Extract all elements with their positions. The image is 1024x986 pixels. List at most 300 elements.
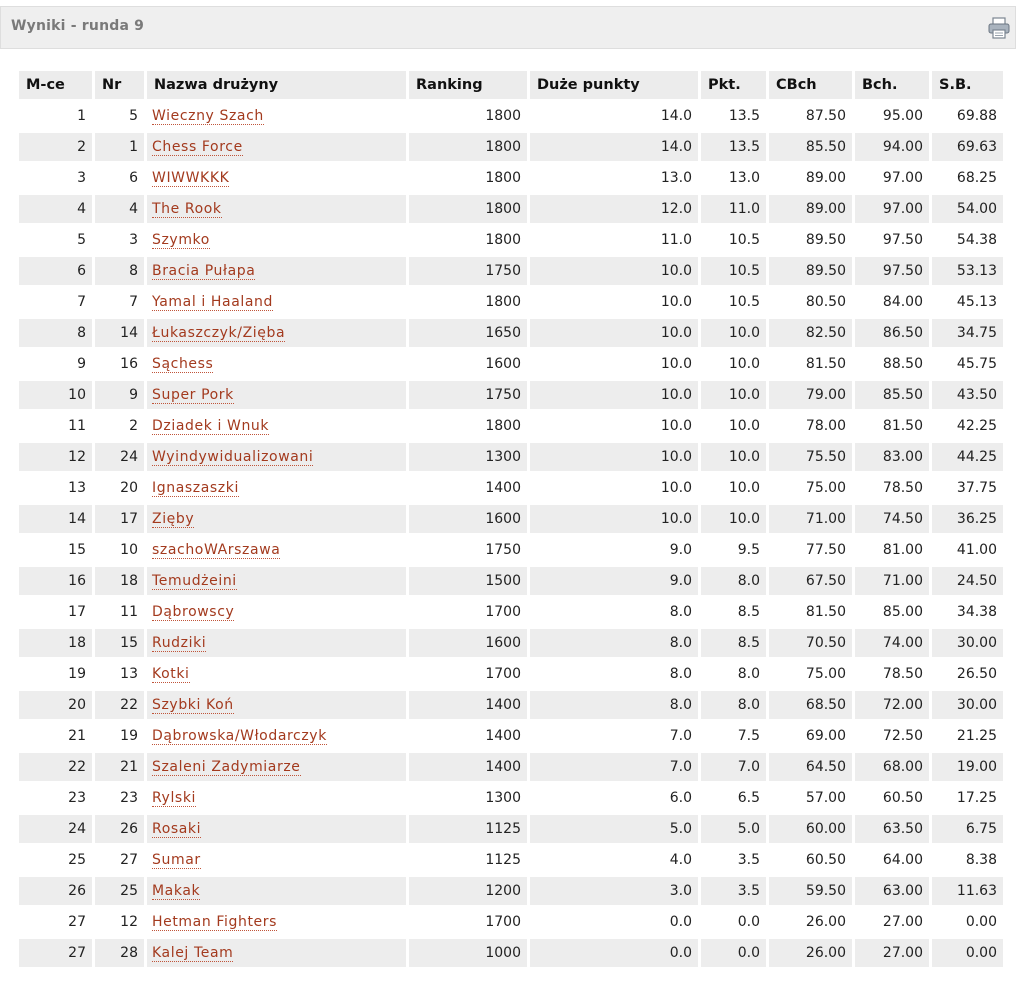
cbch-cell: 89.00	[805, 170, 846, 186]
table-row	[19, 846, 1003, 874]
number-cell: 8	[95, 257, 144, 285]
team-link[interactable]: Kalej Team	[152, 945, 234, 961]
cbch-cell: 26.00	[769, 939, 852, 967]
ranking-cell: 1600	[409, 629, 527, 657]
number-cell: 25	[95, 877, 144, 905]
table-row	[19, 443, 1003, 471]
place-cell: 15	[68, 542, 86, 558]
cbch-cell: 81.50	[805, 356, 846, 372]
points-cell: 10.0	[728, 418, 760, 434]
big-points-cell: 7.0	[530, 753, 698, 781]
cbch-cell: 85.50	[769, 133, 852, 161]
big-points-cell: 8.0	[530, 691, 698, 719]
ranking-cell: 1750	[409, 257, 527, 285]
sb-cell: 54.38	[956, 232, 997, 248]
sb-cell: 26.50	[956, 666, 997, 682]
number-cell: 10	[120, 542, 138, 558]
ranking-cell: 1125	[485, 852, 521, 868]
team-link[interactable]: Dąbrowscy	[152, 604, 235, 620]
number-cell: 5	[129, 108, 138, 124]
place-cell: 21	[68, 728, 86, 744]
sb-cell: 30.00	[932, 629, 1003, 657]
team-link[interactable]: Super Pork	[152, 387, 234, 403]
table-row	[19, 319, 1003, 347]
team-link[interactable]: Makak	[152, 883, 201, 899]
ranking-cell: 1400	[485, 728, 521, 744]
team-link[interactable]: Dziadek i Wnuk	[152, 418, 270, 434]
ranking-cell: 1800	[485, 294, 521, 310]
team-name-cell	[147, 908, 406, 936]
bch-cell: 85.50	[855, 381, 929, 409]
col-cbch-header: CBch	[769, 71, 852, 99]
cbch-cell: 89.50	[769, 257, 852, 285]
col-place-header: M-ce	[19, 71, 92, 99]
printer-icon[interactable]	[987, 16, 1011, 40]
team-link[interactable]: Rosaki	[152, 821, 202, 837]
sb-cell: 34.75	[932, 319, 1003, 347]
ranking-cell: 1750	[485, 542, 521, 558]
table-row	[19, 474, 1003, 502]
number-cell: 2	[129, 418, 138, 434]
place-cell: 22	[19, 753, 92, 781]
table-row	[19, 505, 1003, 533]
place-cell: 17	[68, 604, 86, 620]
big-points-cell: 10.0	[660, 294, 692, 310]
bch-cell: 71.00	[855, 567, 929, 595]
bch-cell: 85.00	[882, 604, 923, 620]
team-name-cell	[147, 226, 406, 254]
place-cell: 7	[77, 294, 86, 310]
team-link[interactable]: Wieczny Szach	[152, 108, 264, 124]
cbch-cell: 77.50	[805, 542, 846, 558]
team-name-cell	[147, 257, 406, 285]
number-cell: 7	[129, 294, 138, 310]
cbch-cell: 75.00	[805, 480, 846, 496]
team-link[interactable]: Sąchess	[152, 356, 214, 372]
results-table	[16, 68, 1006, 970]
ranking-cell: 1800	[485, 232, 521, 248]
team-link[interactable]: Kotki	[152, 666, 190, 682]
points-cell: 10.5	[728, 294, 760, 310]
team-name-cell	[147, 722, 406, 750]
team-link[interactable]: Szaleni Zadymiarze	[152, 759, 301, 775]
team-name-cell	[147, 567, 406, 595]
team-name-cell	[147, 381, 406, 409]
table-row	[19, 536, 1003, 564]
sb-cell: 37.75	[956, 480, 997, 496]
team-name-cell	[147, 753, 406, 781]
place-cell: 16	[19, 567, 92, 595]
team-name-cell	[147, 815, 406, 843]
points-cell: 7.0	[701, 753, 766, 781]
number-cell: 26	[95, 815, 144, 843]
points-cell: 9.5	[737, 542, 760, 558]
sb-cell: 36.25	[932, 505, 1003, 533]
team-link[interactable]: The Rook	[152, 201, 222, 217]
team-name-cell	[147, 288, 406, 316]
table-row	[19, 257, 1003, 285]
number-cell: 18	[95, 567, 144, 595]
team-name-cell	[147, 629, 406, 657]
number-cell: 11	[120, 604, 138, 620]
table-row	[19, 908, 1003, 936]
points-cell: 10.5	[728, 232, 760, 248]
big-points-cell: 9.0	[669, 542, 692, 558]
points-cell: 10.0	[728, 356, 760, 372]
place-cell: 19	[68, 666, 86, 682]
big-points-cell: 14.0	[530, 133, 698, 161]
bch-cell: 63.00	[855, 877, 929, 905]
ranking-cell: 1800	[485, 418, 521, 434]
col-team-name-header: Nazwa drużyny	[147, 71, 406, 99]
sb-cell: 68.25	[956, 170, 997, 186]
ranking-cell: 1600	[409, 505, 527, 533]
team-link[interactable]: Yamal i Haaland	[152, 294, 274, 310]
number-cell: 4	[95, 195, 144, 223]
big-points-cell: 8.0	[669, 604, 692, 620]
table-row	[19, 226, 1003, 254]
sb-cell: 54.00	[932, 195, 1003, 223]
bch-cell: 83.00	[855, 443, 929, 471]
cbch-cell: 89.50	[805, 232, 846, 248]
bch-cell: 74.50	[855, 505, 929, 533]
ranking-cell: 1400	[485, 480, 521, 496]
table-row	[19, 598, 1003, 626]
bch-cell: 84.00	[882, 294, 923, 310]
place-cell: 3	[77, 170, 86, 186]
col-sb-header: S.B.	[932, 71, 1003, 99]
team-name-cell	[147, 660, 406, 688]
points-cell: 10.0	[701, 443, 766, 471]
col-points-header: Pkt.	[701, 71, 766, 99]
number-cell: 27	[120, 852, 138, 868]
col-number-header: Nr	[95, 71, 144, 99]
ranking-cell: 1200	[409, 877, 527, 905]
points-cell: 8.0	[701, 691, 766, 719]
points-cell: 10.0	[701, 505, 766, 533]
team-name-cell	[147, 195, 406, 223]
team-link[interactable]: Łukaszczyk/Zięba	[152, 325, 286, 341]
cbch-cell: 87.50	[805, 108, 846, 124]
team-link[interactable]: szachoWArszawa	[152, 542, 281, 558]
team-name-cell	[147, 102, 406, 130]
big-points-cell: 10.0	[530, 443, 698, 471]
cbch-cell: 89.00	[769, 195, 852, 223]
ranking-cell: 1000	[409, 939, 527, 967]
cbch-cell: 64.50	[769, 753, 852, 781]
number-cell: 12	[120, 914, 138, 930]
table-row	[19, 288, 1003, 316]
sb-cell: 0.00	[932, 939, 1003, 967]
big-points-cell: 8.0	[530, 629, 698, 657]
points-cell: 8.5	[737, 604, 760, 620]
big-points-cell: 10.0	[530, 381, 698, 409]
big-points-cell: 5.0	[530, 815, 698, 843]
cbch-cell: 70.50	[769, 629, 852, 657]
bch-cell: 78.50	[882, 480, 923, 496]
big-points-cell: 0.0	[530, 939, 698, 967]
bch-cell: 86.50	[855, 319, 929, 347]
points-cell: 11.0	[701, 195, 766, 223]
bch-cell: 94.00	[855, 133, 929, 161]
number-cell: 22	[95, 691, 144, 719]
sb-cell: 11.63	[932, 877, 1003, 905]
bch-cell: 74.00	[855, 629, 929, 657]
table-row	[19, 164, 1003, 192]
points-cell: 10.5	[701, 257, 766, 285]
team-name-cell	[147, 319, 406, 347]
place-cell: 18	[19, 629, 92, 657]
sb-cell: 17.25	[956, 790, 997, 806]
big-points-cell: 4.0	[669, 852, 692, 868]
big-points-cell: 6.0	[669, 790, 692, 806]
table-row	[19, 381, 1003, 409]
cbch-cell: 68.50	[769, 691, 852, 719]
cbch-cell: 60.50	[805, 852, 846, 868]
ranking-cell: 1700	[485, 914, 521, 930]
team-name-cell	[147, 536, 406, 564]
team-link[interactable]: Zięby	[152, 511, 195, 527]
sb-cell: 19.00	[932, 753, 1003, 781]
place-cell: 9	[77, 356, 86, 372]
points-cell: 10.0	[701, 381, 766, 409]
team-link[interactable]: Hetman Fighters	[152, 914, 278, 930]
table-row	[19, 102, 1003, 130]
ranking-cell: 1800	[409, 195, 527, 223]
team-link[interactable]: Temudżeini	[152, 573, 237, 589]
team-name-cell	[147, 164, 406, 192]
cbch-cell: 59.50	[769, 877, 852, 905]
cbch-cell: 26.00	[805, 914, 846, 930]
place-cell: 12	[19, 443, 92, 471]
col-ranking-header: Ranking	[409, 71, 527, 99]
big-points-cell: 10.0	[660, 480, 692, 496]
place-cell: 27	[19, 939, 92, 967]
bch-cell: 95.00	[882, 108, 923, 124]
ranking-cell: 1400	[409, 753, 527, 781]
sb-cell: 45.13	[956, 294, 997, 310]
bch-cell: 72.00	[855, 691, 929, 719]
bch-cell: 97.50	[882, 232, 923, 248]
number-cell: 6	[129, 170, 138, 186]
place-cell: 26	[19, 877, 92, 905]
table-row	[19, 939, 1003, 967]
big-points-cell: 10.0	[530, 505, 698, 533]
table-row	[19, 784, 1003, 812]
cbch-cell: 75.00	[805, 666, 846, 682]
table-row	[19, 567, 1003, 595]
ranking-cell: 1800	[485, 108, 521, 124]
bch-cell: 60.50	[882, 790, 923, 806]
points-cell: 10.0	[728, 480, 760, 496]
bch-cell: 27.00	[882, 914, 923, 930]
bch-cell: 78.50	[882, 666, 923, 682]
sb-cell: 43.50	[932, 381, 1003, 409]
cbch-cell: 67.50	[769, 567, 852, 595]
table-row	[19, 753, 1003, 781]
bch-cell: 97.00	[882, 170, 923, 186]
place-cell: 4	[19, 195, 92, 223]
points-cell: 8.5	[701, 629, 766, 657]
bch-cell: 88.50	[882, 356, 923, 372]
sb-cell: 44.25	[932, 443, 1003, 471]
ranking-cell: 1700	[485, 604, 521, 620]
number-cell: 1	[95, 133, 144, 161]
points-cell: 7.5	[737, 728, 760, 744]
big-points-cell: 8.0	[669, 666, 692, 682]
points-cell: 13.0	[728, 170, 760, 186]
team-link[interactable]: Wyindywidualizowani	[152, 449, 314, 465]
page-title: Wyniki - runda 9	[11, 18, 145, 34]
place-cell: 8	[19, 319, 92, 347]
points-cell: 0.0	[701, 939, 766, 967]
sb-cell: 34.38	[956, 604, 997, 620]
cbch-cell: 82.50	[769, 319, 852, 347]
sb-cell: 69.88	[956, 108, 997, 124]
team-link[interactable]: Dąbrowska/Włodarczyk	[152, 728, 327, 744]
team-name-cell	[147, 846, 406, 874]
place-cell: 11	[68, 418, 86, 434]
points-cell: 3.5	[737, 852, 760, 868]
number-cell: 14	[95, 319, 144, 347]
team-link[interactable]: Sumar	[152, 852, 201, 868]
big-points-cell: 13.0	[660, 170, 692, 186]
points-cell: 13.5	[701, 133, 766, 161]
cbch-cell: 78.00	[805, 418, 846, 434]
team-link[interactable]: Bracia Pułapa	[152, 263, 256, 279]
place-cell: 2	[19, 133, 92, 161]
sb-cell: 41.00	[956, 542, 997, 558]
place-cell: 6	[19, 257, 92, 285]
ranking-cell: 1400	[409, 691, 527, 719]
sb-cell: 69.63	[932, 133, 1003, 161]
table-row	[19, 629, 1003, 657]
number-cell: 23	[120, 790, 138, 806]
table-row	[19, 722, 1003, 750]
sb-cell: 21.25	[956, 728, 997, 744]
team-name-cell	[147, 598, 406, 626]
bch-cell: 64.00	[882, 852, 923, 868]
points-cell: 3.5	[701, 877, 766, 905]
results-header	[0, 6, 1016, 49]
cbch-cell: 57.00	[805, 790, 846, 806]
points-cell: 8.0	[701, 567, 766, 595]
table-row	[19, 877, 1003, 905]
team-name-cell	[147, 474, 406, 502]
number-cell: 16	[120, 356, 138, 372]
sb-cell: 24.50	[932, 567, 1003, 595]
table-row	[19, 815, 1003, 843]
place-cell: 5	[77, 232, 86, 248]
team-name-cell	[147, 784, 406, 812]
big-points-cell: 10.0	[530, 319, 698, 347]
col-bch-header: Bch.	[855, 71, 929, 99]
big-points-cell: 11.0	[660, 232, 692, 248]
ranking-cell: 1700	[485, 666, 521, 682]
ranking-cell: 1800	[485, 170, 521, 186]
number-cell: 3	[129, 232, 138, 248]
number-cell: 20	[120, 480, 138, 496]
big-points-cell: 10.0	[530, 257, 698, 285]
team-name-cell	[147, 505, 406, 533]
number-cell: 21	[95, 753, 144, 781]
place-cell: 1	[77, 108, 86, 124]
team-link[interactable]: Rylski	[152, 790, 197, 806]
team-link[interactable]: WIWWKKK	[152, 170, 230, 186]
sb-cell: 8.38	[965, 852, 997, 868]
points-cell: 10.0	[701, 319, 766, 347]
cbch-cell: 80.50	[805, 294, 846, 310]
points-cell: 5.0	[701, 815, 766, 843]
team-link[interactable]: Chess Force	[152, 139, 243, 155]
points-cell: 6.5	[737, 790, 760, 806]
big-points-cell: 0.0	[669, 914, 692, 930]
place-cell: 24	[19, 815, 92, 843]
col-big-points-header: Duże punkty	[530, 71, 698, 99]
place-cell: 25	[68, 852, 86, 868]
ranking-cell: 1750	[409, 381, 527, 409]
place-cell: 14	[19, 505, 92, 533]
ranking-cell: 1125	[409, 815, 527, 843]
big-points-cell: 10.0	[660, 418, 692, 434]
bch-cell: 63.50	[855, 815, 929, 843]
number-cell: 24	[95, 443, 144, 471]
sb-cell: 6.75	[932, 815, 1003, 843]
ranking-cell: 1500	[409, 567, 527, 595]
number-cell: 9	[95, 381, 144, 409]
big-points-cell: 10.0	[660, 356, 692, 372]
cbch-cell: 75.50	[769, 443, 852, 471]
team-link[interactable]: Szymko	[152, 232, 210, 248]
number-cell: 13	[120, 666, 138, 682]
team-link[interactable]: Ignaszaszki	[152, 480, 239, 496]
bch-cell: 68.00	[855, 753, 929, 781]
team-name-cell	[147, 350, 406, 378]
points-cell: 8.0	[737, 666, 760, 682]
number-cell: 28	[95, 939, 144, 967]
ranking-cell: 1300	[409, 443, 527, 471]
number-cell: 15	[95, 629, 144, 657]
team-link[interactable]: Szybki Koń	[152, 697, 234, 713]
points-cell: 13.5	[728, 108, 760, 124]
team-name-cell	[147, 691, 406, 719]
bch-cell: 27.00	[855, 939, 929, 967]
team-name-cell	[147, 133, 406, 161]
ranking-cell: 1300	[485, 790, 521, 806]
ranking-cell: 1650	[409, 319, 527, 347]
place-cell: 10	[19, 381, 92, 409]
table-row	[19, 660, 1003, 688]
place-cell: 13	[68, 480, 86, 496]
big-points-cell: 7.0	[669, 728, 692, 744]
big-points-cell: 3.0	[530, 877, 698, 905]
ranking-cell: 1600	[485, 356, 521, 372]
big-points-cell: 14.0	[660, 108, 692, 124]
bch-cell: 81.50	[882, 418, 923, 434]
table-row	[19, 691, 1003, 719]
team-name-cell	[147, 412, 406, 440]
team-name-cell	[147, 939, 406, 967]
big-points-cell: 12.0	[530, 195, 698, 223]
table-row	[19, 195, 1003, 223]
team-link[interactable]: Rudziki	[152, 635, 207, 651]
ranking-cell: 1800	[409, 133, 527, 161]
place-cell: 20	[19, 691, 92, 719]
number-cell: 17	[95, 505, 144, 533]
place-cell: 23	[68, 790, 86, 806]
number-cell: 19	[120, 728, 138, 744]
team-name-cell	[147, 443, 406, 471]
